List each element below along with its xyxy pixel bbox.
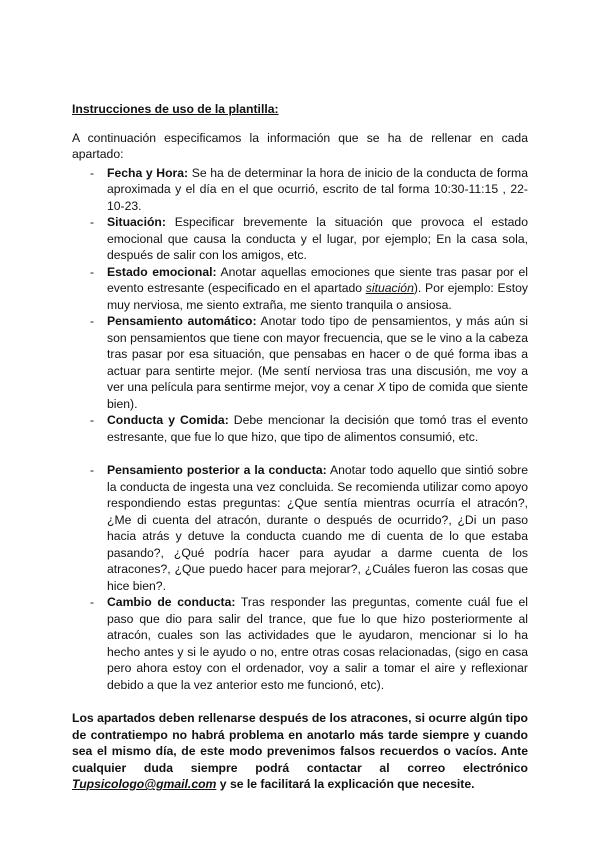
list-item-fecha-hora [72, 165, 528, 215]
item-label: Situación: [107, 215, 166, 229]
closing-text: Los apartados deben rellenarse después de los atracones, si ocurre algún tipo de contratiempo no habrá problema en anotarlo más tarde siempre y cuando sea el mismo día, de este modo prevenimos falsos recuerdos o vacíos. Ante cualquier duda siempre podrá contactar al correo electrónico [72, 711, 528, 775]
item-text: Anotar todo aquello que sintió sobre la conducta de ingesta una vez concluida. Se recomienda utilizar como apoyo respondiendo estas preguntas: ¿Que sentía mientras ocurría el atracón?, ¿Me di cuenta del atracón, durante o después de ocurrido?, ¿Di un paso hacia atrás y detuve la conducta cuando me di cuenta de lo que estaba pasando?, ¿Qué podría hacer para ayudar a darme cuenta de los atracones?, ¿Que puedo hacer para mejorar?, ¿Cuáles fueron las cosas que hice bien?. [107, 463, 528, 593]
item-text: Debe mencionar la decisión que tomó tras el evento estresante, que fue lo que hizo, que tipo de alimentos consumió, etc. [107, 413, 528, 444]
item-label: Fecha y Hora: [107, 165, 189, 180]
x-placeholder: X [377, 380, 386, 394]
item-label: Conducta y Comida: [107, 413, 229, 427]
item-text: Anotar aquellas emociones que siente tras pasar por el evento estresante (especificado en el apartado [107, 264, 528, 295]
list-bullet: - [90, 215, 95, 229]
item-text: tipo de comida que siente bien). [107, 380, 529, 411]
list-bullet: - [90, 264, 95, 279]
list-bullet: - [90, 165, 95, 180]
item-label: Cambio de conducta: [107, 595, 236, 609]
closing-text-end: y se le facilitará la explicación que necesite. [216, 777, 475, 791]
item-label: Estado emocional: [107, 264, 217, 279]
item-text: Anotar todo tipo de pensamientos, y más aún si son pensamientos que tiene con mayor frecuencia, que se le vino a la cabeza tras pasar por esa situación, que pensabas en hacer o de qué forma ibas a actuar para sentirte mejor. (Me sentí nerviosa tras una discusión, me voy a ver una película para sentirme mejor, voy a cenar [107, 314, 528, 394]
list-bullet: - [90, 314, 95, 328]
situacion-reference: situación [365, 281, 414, 295]
list-bullet: - [90, 463, 95, 477]
intro-paragraph: A continuación especificamos la información que se ha de rellenar en cada apartado: [72, 130, 528, 161]
list-item-situacion [72, 214, 528, 264]
list-bullet: - [90, 413, 95, 427]
document-page [72, 101, 528, 805]
email-link[interactable]: Tupsicologo@gmail.com [72, 777, 217, 791]
item-text: Tras responder las preguntas, comente cuál fue el paso que dio para salir del trance, que fue lo que hizo posteriormente al atracón, cuales son las actividades que le ayudaron, mencionar si lo ha hecho antes y si le ayudo o no, entre otras cosas relacionadas, (sigo en casa pero ahora estoy con el ordenador, voy a salir a tomar el aire y reflexionar debido a que la vez anterior esto me funcionó, etc). [107, 595, 529, 692]
item-label: Pensamiento automático: [107, 314, 257, 328]
closing-paragraph [72, 710, 528, 793]
list-item-pensamiento-posterior [72, 462, 528, 594]
item-text: ). Por ejemplo: Estoy muy nerviosa, me siento extraña, me siento tranquila o ansiosa. [107, 281, 528, 312]
item-text: Especificar brevemente la situación que provoca el estado emocional que causa la conducta y el lugar, por ejemplo; En la casa sola, después de salir con los amigos, etc. [107, 215, 528, 262]
list-item-pensamiento-automatico [72, 313, 528, 412]
instructions-list [72, 165, 528, 694]
list-item-conducta-comida [72, 412, 528, 445]
list-bullet: - [90, 595, 95, 609]
list-item-estado-emocional [72, 264, 528, 314]
item-text: Se ha de determinar la hora de inicio de la conducta de forma aproximada y el día en el que ocurrió, escrito de tal forma 10:30-11:15 , 22-10-23. [107, 165, 528, 213]
item-label: Pensamiento posterior a la conducta: [107, 463, 327, 477]
list-item-cambio-conducta [72, 594, 528, 693]
page-title: Instrucciones de uso de la plantilla: [72, 102, 279, 116]
